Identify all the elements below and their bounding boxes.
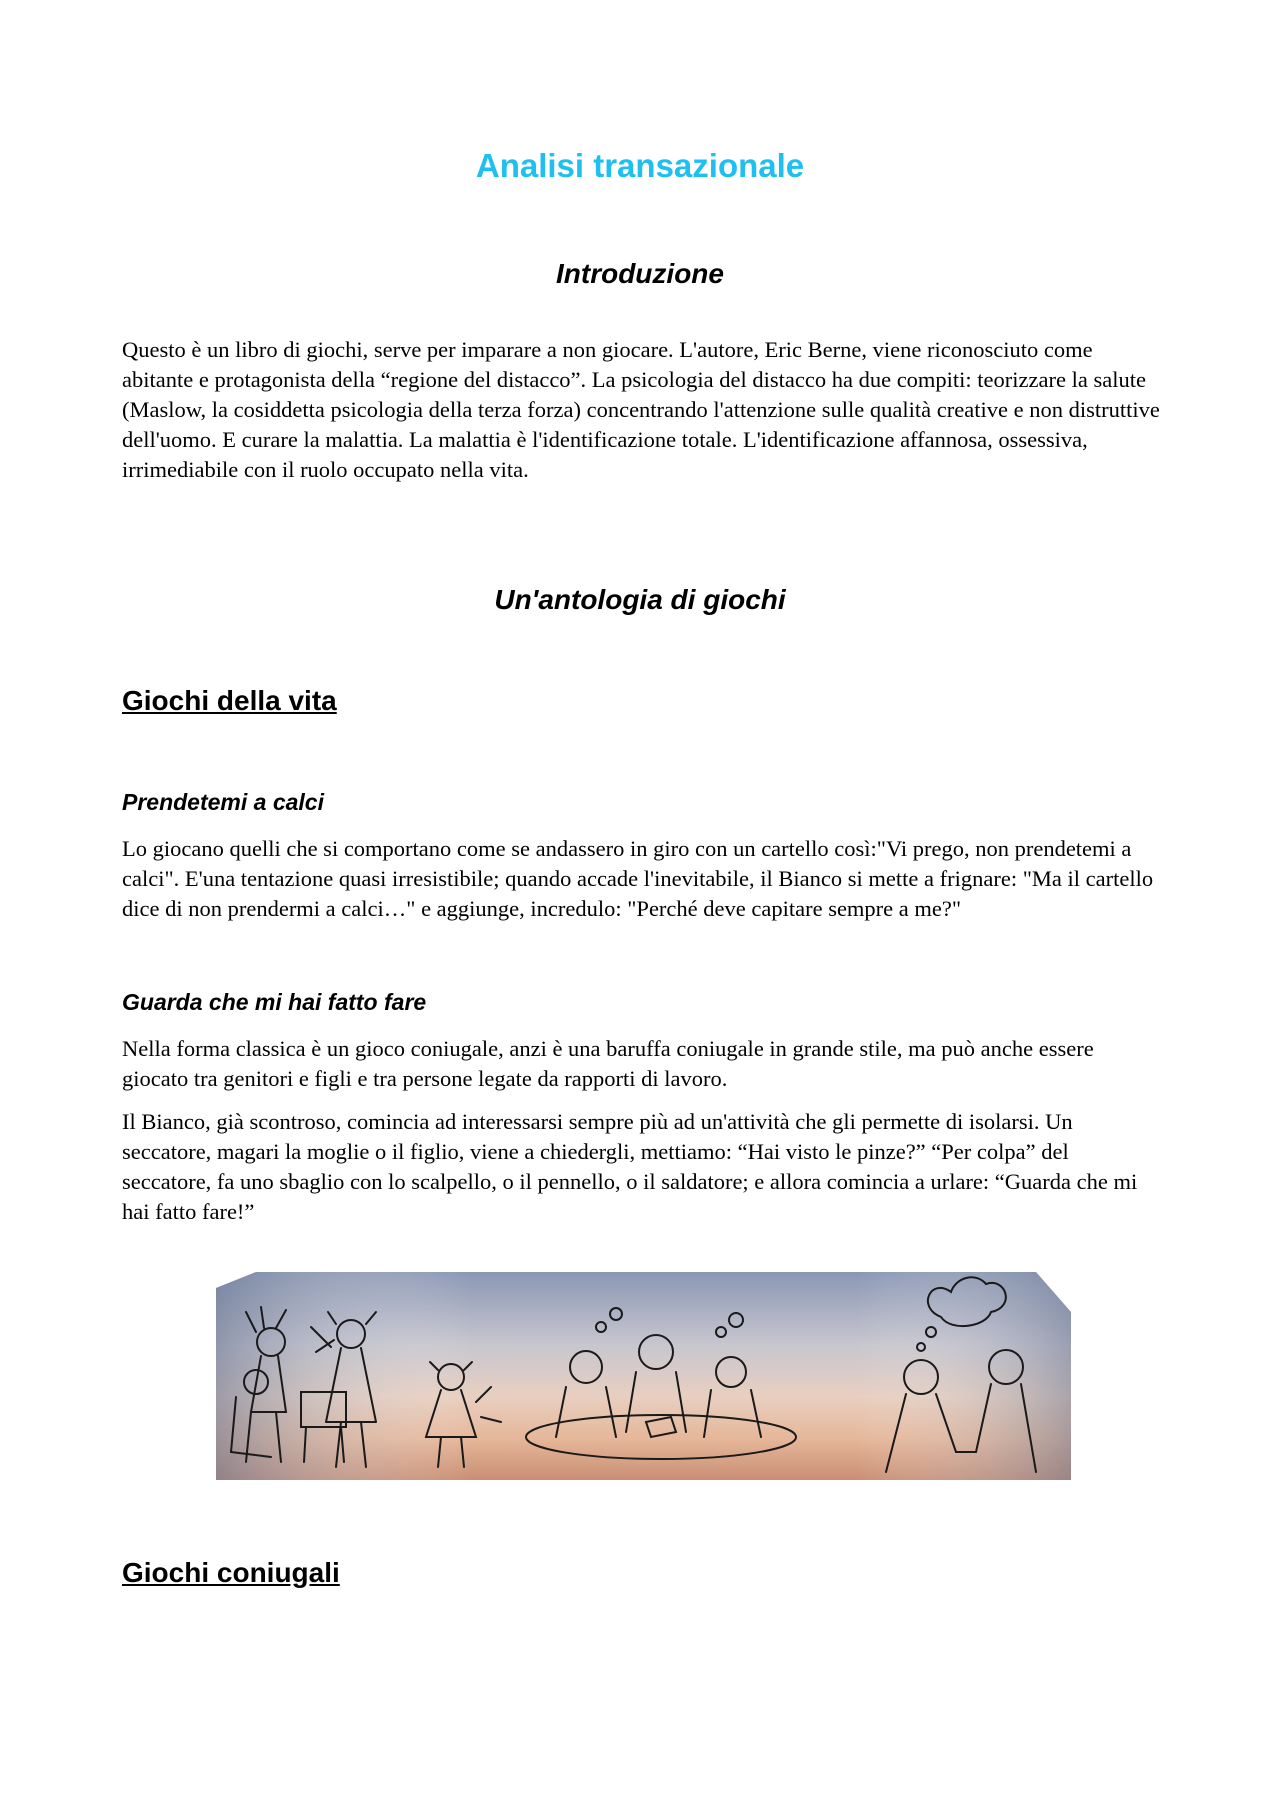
intro-heading: Introduzione	[556, 258, 724, 289]
game-paragraph-guarda-1: Nella forma classica è un gioco coniugale, anzi è una baruffa coniugale in grande stile, ma può anche essere giocato tra genitori e figli e tra persone legate da rapporti di lavoro.	[122, 1036, 1094, 1091]
marital-games-heading: Giochi coniugali	[122, 1557, 340, 1588]
game-title-guarda: Guarda che mi hai fatto fare	[122, 989, 427, 1015]
game-title-prendetemi: Prendetemi a calci	[122, 789, 324, 815]
game-paragraph-guarda-2: Il Bianco, già scontroso, comincia ad interessarsi sempre più ad un'attività che gli permette di isolarsi. Un seccatore, magari la moglie o il figlio, viene a chiedergli, mettiamo: “Hai visto le pinze?” “Per colpa” del seccatore, fa uno sbaglio con lo scalpello, o il pennello, o il saldatore; e allora comincia a urlare: “Guarda che mi hai fatto fare!”	[122, 1109, 1138, 1224]
game-paragraph-prendetemi: Lo giocano quelli che si comportano come se andassero in giro con un cartello così:"Vi prego, non prendetemi a calci". E'una tentazione quasi irresistibile; quando accade l'inevitabile, il Bianco si mette a frignare: "Ma il cartello dice di non prendermi a calci…" e aggiunge, incredulo: "Perché deve capitare sempre a me?"	[122, 836, 1154, 921]
document-title: Analisi transazionale	[475, 147, 805, 184]
intro-paragraph: Questo è un libro di giochi, serve per imparare a non giocare. L'autore, Eric Berne, viene riconosciuto come abitante e protagonista della “regione del distacco”. La psicologia del distacco ha due compiti: teorizzare la salute (Maslow, la cosiddetta psicologia della terza forza) concentrando l'attenzione sulle qualità creative e non distruttive dell'uomo. E curare la malattia. La malattia è l'identificazione totale. L'identificazione affannosa, ossessiva, irrimediabile con il ruolo occupato nella vita.	[122, 337, 1160, 482]
life-games-heading: Giochi della vita	[122, 685, 337, 716]
games-illustration	[216, 1272, 1071, 1480]
anthology-heading: Un'antologia di giochi	[494, 584, 786, 615]
